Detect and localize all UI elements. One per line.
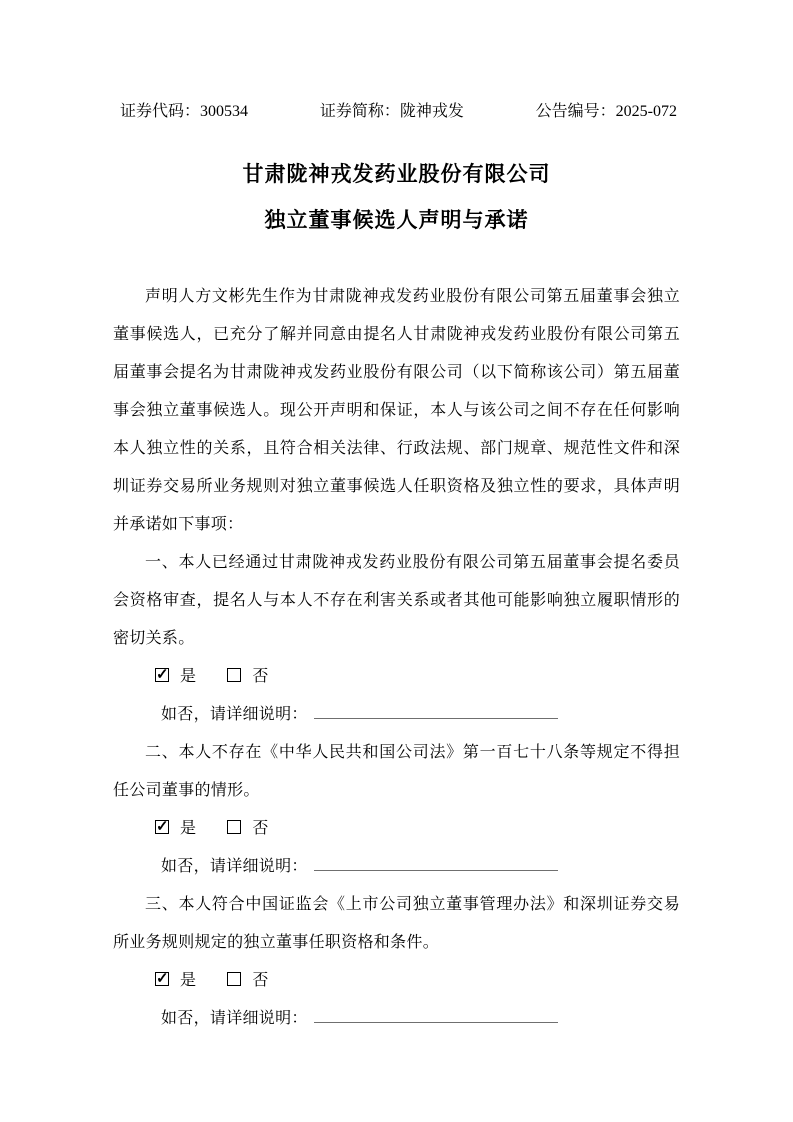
announcement-number: 公告编号：2025-072 (535, 103, 677, 120)
statement-item-2: 二、本人不存在《中华人民共和国公司法》第一百七十八条等规定不得担任公司董事的情形。 (113, 744, 680, 799)
statement-item-3: 三、本人符合中国证监会《上市公司独立董事管理办法》和深圳证券交易所业务规则规定的独立董事任职资格和条件。 (113, 896, 680, 951)
item-1-yes-label: 是 (180, 668, 197, 685)
item-1-yes-checkbox[interactable] (155, 668, 169, 682)
item-3-yes-checkbox[interactable] (155, 972, 169, 986)
stock-code: 证券代码：300534 (120, 103, 249, 120)
item-2-checkbox-row (113, 810, 680, 848)
item-1-detail-prompt: 如否，请详细说明： (161, 706, 308, 723)
item-3-yes-label: 是 (180, 972, 197, 989)
item-1-checkbox-row (113, 658, 680, 696)
company-title: 甘肃陇神戎发药业股份有限公司 (242, 162, 551, 186)
item-1-detail-row (113, 696, 680, 734)
item-3-detail-blank-line[interactable] (314, 1008, 558, 1023)
document-body (113, 278, 680, 1038)
item-2-yes-checkbox[interactable] (155, 820, 169, 834)
item-2-yes-label: 是 (180, 820, 197, 837)
item-1-no-label: 否 (252, 668, 269, 685)
document-header-row (113, 0, 680, 122)
item-2-no-label: 否 (252, 820, 269, 837)
item-2-detail-blank-line[interactable] (314, 856, 558, 871)
document-title: 独立董事候选人声明与承诺 (264, 208, 529, 232)
item-2-detail-prompt: 如否，请详细说明： (161, 858, 308, 875)
item-3-no-label: 否 (252, 972, 269, 989)
item-2-detail-row (113, 848, 680, 886)
item-3-no-checkbox[interactable] (227, 972, 241, 986)
item-3-detail-row (113, 1000, 680, 1038)
item-1-detail-blank-line[interactable] (314, 704, 558, 719)
item-3-checkbox-row (113, 962, 680, 1000)
intro-paragraph: 声明人方文彬先生作为甘肃陇神戎发药业股份有限公司第五届董事会独立董事候选人，已充分了解并同意由提名人甘肃陇神戎发药业股份有限公司第五届董事会提名为甘肃陇神戎发药业股份有限公司（以下简称该公司）第五届董事会独立董事候选人。现公开声明和保证，本人与该公司之间不存在任何影响本人独立性的关系，且符合相关法律、行政法规、部门规章、规范性文件和深圳证券交易所业务规则对独立董事候选人任职资格及独立性的要求，具体声明并承诺如下事项： (113, 288, 680, 533)
item-2-no-checkbox[interactable] (227, 820, 241, 834)
stock-abbr: 证券简称：陇神戎发 (319, 103, 464, 120)
statement-item-1: 一、本人已经通过甘肃陇神戎发药业股份有限公司第五届董事会提名委员会资格审查，提名人与本人不存在利害关系或者其他可能影响独立履职情形的密切关系。 (113, 554, 680, 647)
item-1-no-checkbox[interactable] (227, 668, 241, 682)
item-3-detail-prompt: 如否，请详细说明： (161, 1010, 308, 1027)
document-content (113, 0, 680, 1038)
